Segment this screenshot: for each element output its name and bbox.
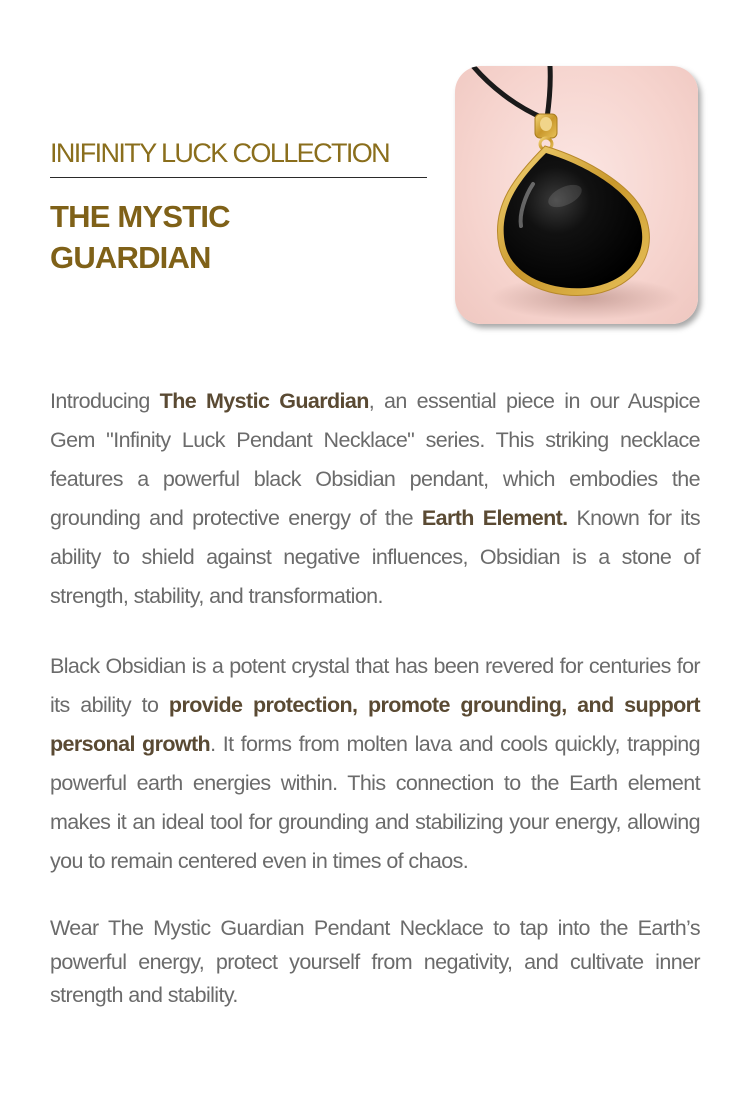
title-divider xyxy=(50,177,427,178)
description-paragraph-3 xyxy=(50,912,700,1013)
text-run: Black Obsidian is a potent crystal that has been revered for centuries for its ability to xyxy=(50,654,700,717)
product-description xyxy=(50,382,700,1044)
text-run: Known for its ability to shield against negative influences, Obsidian is a stone of strength, stability, and transformation. xyxy=(50,506,700,608)
product-title-line-2: GUARDIAN xyxy=(50,240,211,275)
description-paragraph-2 xyxy=(50,647,700,881)
bold-run: The Mystic Guardian xyxy=(159,389,369,413)
pendant-necklace-icon xyxy=(455,66,698,324)
product-image xyxy=(455,66,698,324)
text-run: Introducing xyxy=(50,389,160,413)
text-run: . It forms from molten lava and cools quickly, trapping powerful earth energies within. This connection to the Earth element makes it an ideal tool for grounding and stabilizing your energy, allowing you to remain centered even in times of chaos. xyxy=(50,732,701,873)
text-run: Wear The Mystic Guardian Pendant Necklace to tap into the Earth’s powerful energy, protect yourself from negativity, and cultivate inner strength and stability. xyxy=(50,916,700,1007)
bold-run: provide protection, promote grounding, and support personal growth xyxy=(50,693,700,756)
description-paragraph-1 xyxy=(50,382,700,616)
product-title xyxy=(50,196,410,278)
product-title-line-1: THE MYSTIC xyxy=(50,199,230,234)
bold-run: Earth Element. xyxy=(421,506,568,530)
collection-name: INIFINITY LUCK COLLECTION xyxy=(50,138,390,168)
text-run: , an essential piece in our Auspice Gem "Infinity Luck Pendant Necklace" series. This striking necklace features a powerful black Obsidian pendant, which embodies the grounding and protective energy of the xyxy=(50,389,700,530)
